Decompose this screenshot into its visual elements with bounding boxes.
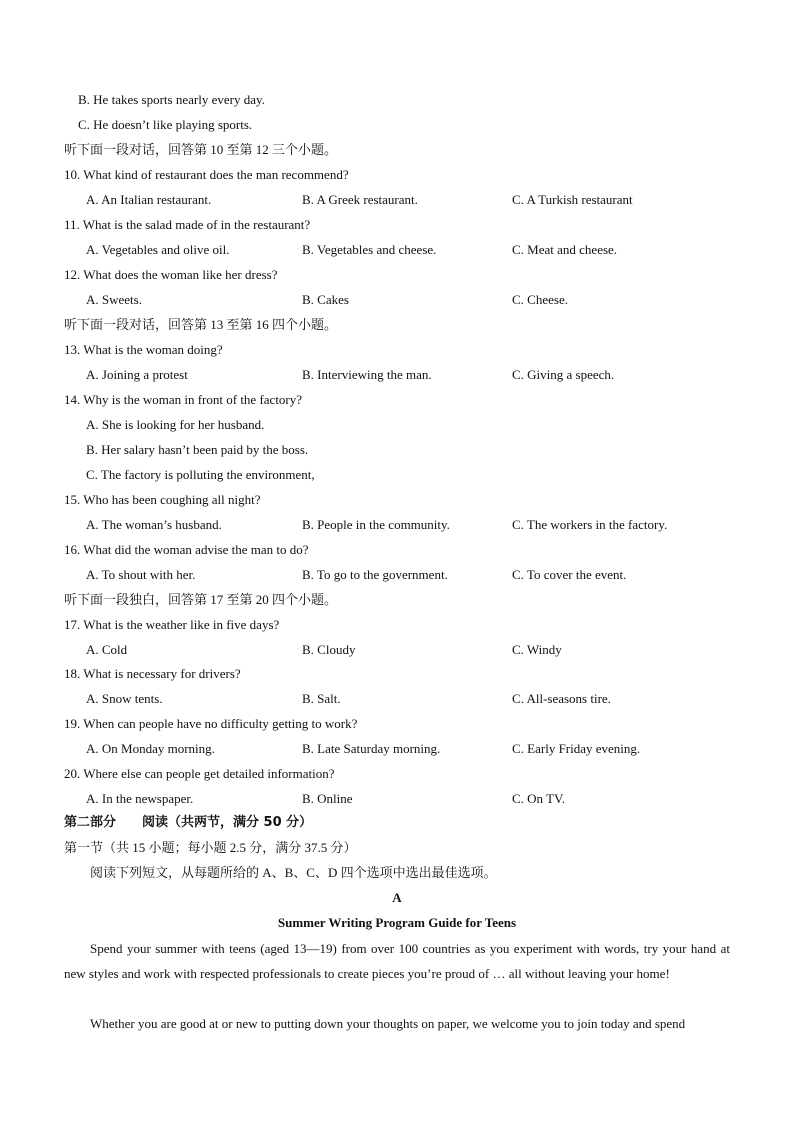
question-18: 18. What is necessary for drivers?: [64, 666, 241, 681]
q18-option-b: B. Salt.: [302, 691, 341, 706]
q12-option-b: B. Cakes: [302, 292, 349, 307]
q19-option-c: C. Early Friday evening.: [512, 741, 641, 756]
q20-option-c: C. On TV.: [512, 791, 565, 806]
reading-instructions: 阅读下列短文，从每题所给的 A、B、C、D 四个选项中选出最佳选项。: [90, 865, 497, 880]
section1-heading: 第一节（共 15 小题；每小题 2.5 分，满分 37.5 分）: [64, 840, 357, 855]
question-12: 12. What does the woman like her dress?: [64, 267, 278, 282]
section-heading-10-12: 听下面一段对话，回答第 10 至第 12 三个小题。: [64, 142, 338, 157]
passage-paragraph-2: [64, 1011, 730, 1036]
q20-option-a: A. In the newspaper.: [86, 791, 194, 806]
q16-option-b: B. To go to the government.: [302, 567, 448, 582]
q14-option-a: A. She is looking for her husband.: [86, 417, 265, 432]
passage-paragraph-2-text: Whether you are good at or new to putting down your thoughts on paper, we welcome you to join today and spend: [90, 1016, 686, 1031]
q13-option-a: A. Joining a protest: [86, 367, 188, 382]
q15-option-b: B. People in the community.: [302, 517, 450, 532]
q13-option-b: B. Interviewing the man.: [302, 367, 432, 382]
q17-option-a: A. Cold: [86, 642, 128, 657]
question-13: 13. What is the woman doing?: [64, 342, 223, 357]
q20-option-b: B. Online: [302, 791, 353, 806]
passage-letter: A: [392, 890, 402, 905]
q9-option-c: C. He doesn’t like playing sports.: [78, 117, 253, 132]
question-15: 15. Who has been coughing all night?: [64, 492, 261, 507]
q13-option-c: C. Giving a speech.: [512, 367, 615, 382]
part2-heading: 第二部分 阅读（共两节，满分 50 分）: [64, 815, 313, 830]
q14-option-c: C. The factory is polluting the environment,: [86, 467, 315, 482]
q19-option-a: A. On Monday morning.: [86, 741, 215, 756]
question-11: 11. What is the salad made of in the restaurant?: [64, 217, 311, 232]
q18-option-c: C. All-seasons tire.: [512, 691, 611, 706]
q16-option-c: C. To cover the event.: [512, 567, 627, 582]
q10-option-a: A. An Italian restaurant.: [86, 192, 212, 207]
question-19: 19. When can people have no difficulty getting to work?: [64, 716, 358, 731]
q15-option-c: C. The workers in the factory.: [512, 517, 668, 532]
q11-option-c: C. Meat and cheese.: [512, 242, 618, 257]
section-heading-17-20: 听下面一段独白，回答第 17 至第 20 四个小题。: [64, 592, 338, 607]
q12-option-a: A. Sweets.: [86, 292, 142, 307]
q9-option-b: B. He takes sports nearly every day.: [78, 92, 265, 107]
q16-option-a: A. To shout with her.: [86, 567, 196, 582]
question-14: 14. Why is the woman in front of the factory?: [64, 392, 303, 407]
question-16: 16. What did the woman advise the man to do?: [64, 542, 309, 557]
q17-option-c: C. Windy: [512, 642, 562, 657]
question-20: 20. Where else can people get detailed information?: [64, 766, 335, 781]
question-10: 10. What kind of restaurant does the man recommend?: [64, 167, 349, 182]
passage-title: Summer Writing Program Guide for Teens: [277, 915, 517, 930]
q12-option-c: C. Cheese.: [512, 292, 568, 307]
q14-option-b: B. Her salary hasn’t been paid by the boss.: [86, 442, 309, 457]
question-17: 17. What is the weather like in five days?: [64, 617, 280, 632]
q17-option-b: B. Cloudy: [302, 642, 356, 657]
q19-option-b: B. Late Saturday morning.: [302, 741, 441, 756]
q11-option-b: B. Vegetables and cheese.: [302, 242, 437, 257]
q18-option-a: A. Snow tents.: [86, 691, 163, 706]
passage-paragraph-1: [64, 936, 730, 986]
q10-option-b: B. A Greek restaurant.: [302, 192, 418, 207]
q10-option-c: C. A Turkish restaurant: [512, 192, 633, 207]
passage-paragraph-1-text: Spend your summer with teens (aged 13—19) from over 100 countries as you experiment with words, try your hand at new styles and work with respected professionals to create pieces you’re proud of … all without leaving your home!: [64, 941, 730, 981]
section-heading-13-16: 听下面一段对话，回答第 13 至第 16 四个小题。: [64, 317, 338, 332]
q11-option-a: A. Vegetables and olive oil.: [86, 242, 230, 257]
q15-option-a: A. The woman’s husband.: [86, 517, 222, 532]
